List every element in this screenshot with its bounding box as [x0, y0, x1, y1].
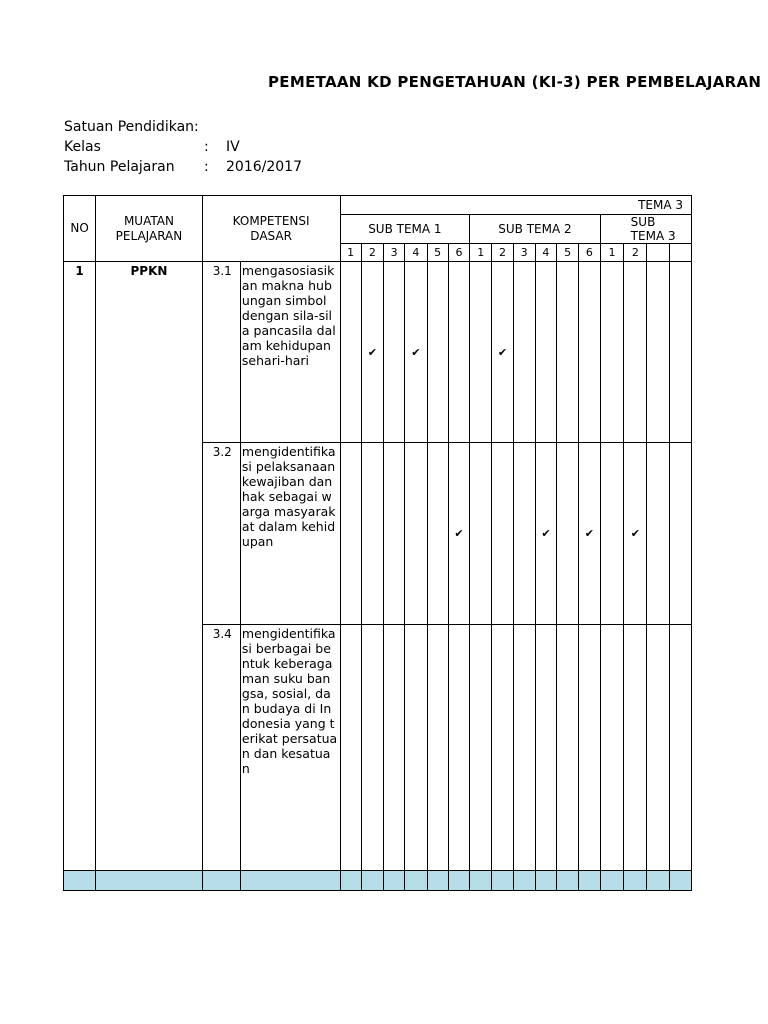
check-cell	[669, 443, 691, 625]
summary-cell	[340, 871, 361, 891]
checkmark-icon: ✔	[541, 527, 551, 540]
info-colon: :	[204, 139, 209, 155]
check-cell	[600, 625, 624, 871]
info-value: 2016/2017	[226, 159, 302, 175]
summary-cell	[427, 871, 448, 891]
summary-cell	[240, 871, 340, 891]
info-label: Tahun Pelajaran	[64, 159, 175, 175]
check-cell	[492, 625, 514, 871]
check-cell	[492, 443, 514, 625]
check-cell	[535, 625, 557, 871]
summary-cell	[669, 871, 691, 891]
check-cell	[340, 625, 361, 871]
summary-cell	[470, 871, 492, 891]
check-cell	[513, 443, 535, 625]
header-number-cell: 1	[340, 244, 361, 262]
header-subtema-1: SUB TEMA 1	[340, 215, 470, 244]
header-number-cell	[669, 244, 691, 262]
summary-cell	[96, 871, 202, 891]
header-kompetensi-label: KOMPETENSI DASAR	[232, 213, 310, 243]
summary-cell	[384, 871, 405, 891]
header-number-cell: 3	[513, 244, 535, 262]
row-number: 1	[64, 262, 96, 871]
check-cell	[427, 443, 448, 625]
header-number-cell: 2	[361, 244, 383, 262]
summary-cell	[492, 871, 514, 891]
header-number-cell: 5	[427, 244, 448, 262]
check-cell	[340, 262, 361, 443]
header-number-cell: 5	[557, 244, 579, 262]
info-label: Satuan Pendidikan:	[64, 119, 199, 135]
kd-number: 3.4	[202, 625, 240, 871]
check-cell	[448, 262, 470, 443]
check-cell	[448, 625, 470, 871]
header-subtema-3: SUB TEMA 3	[600, 215, 691, 244]
checkmark-icon: ✔	[454, 527, 464, 540]
check-cell	[470, 443, 492, 625]
header-number-cell: 4	[535, 244, 557, 262]
summary-cell	[448, 871, 470, 891]
summary-cell	[579, 871, 601, 891]
kd-description	[240, 625, 340, 871]
kd-description-text: mengidentifikasi pelaksanaan kewajiban dan hak sebagai warga masyarakat dalam kehidupan	[241, 444, 336, 549]
check-cell	[405, 625, 427, 871]
header-number-cell: 6	[579, 244, 601, 262]
info-satuan-pendidikan	[64, 119, 226, 135]
header-subtema-2: SUB TEMA 2	[470, 215, 600, 244]
check-cell	[579, 443, 601, 625]
check-cell	[427, 625, 448, 871]
info-label: Kelas	[64, 139, 101, 155]
header-kompetensi-dasar	[202, 196, 340, 262]
check-cell	[647, 625, 669, 871]
checkmark-icon: ✔	[630, 527, 640, 540]
check-cell	[624, 625, 647, 871]
summary-cell	[202, 871, 240, 891]
check-cell	[427, 262, 448, 443]
check-cell	[448, 443, 470, 625]
check-cell	[557, 625, 579, 871]
kd-description	[240, 262, 340, 443]
kd-description-text: mengasosiasikan makna hubungan simbol dengan sila-sila pancasila dalam kehidupan sehari-hari	[241, 263, 336, 368]
check-cell	[361, 625, 383, 871]
header-muatan-label: MUATAN PELAJARAN	[115, 213, 183, 243]
check-cell	[600, 443, 624, 625]
page-title: PEMETAAN KD PENGETAHUAN (KI-3) PER PEMBELAJARAN	[268, 73, 762, 91]
check-cell	[340, 443, 361, 625]
kd-number: 3.2	[202, 443, 240, 625]
info-colon: :	[204, 159, 209, 175]
check-cell	[513, 625, 535, 871]
check-cell	[647, 262, 669, 443]
check-cell	[361, 443, 383, 625]
header-number-cell: 2	[624, 244, 647, 262]
check-cell	[470, 262, 492, 443]
info-value: IV	[226, 139, 240, 155]
check-cell	[405, 262, 427, 443]
check-cell	[624, 262, 647, 443]
summary-cell	[557, 871, 579, 891]
table-row	[64, 262, 692, 443]
summary-cell	[361, 871, 383, 891]
checkmark-icon: ✔	[367, 345, 377, 359]
check-cell	[624, 443, 647, 625]
checkmark-icon: ✔	[411, 345, 421, 359]
check-cell	[384, 625, 405, 871]
check-cell	[669, 625, 691, 871]
checkmark-icon: ✔	[497, 345, 508, 359]
header-muatan-pelajaran	[96, 196, 202, 262]
summary-cell	[624, 871, 647, 891]
table-body	[64, 262, 692, 891]
check-cell	[600, 262, 624, 443]
header-number-cell: 1	[470, 244, 492, 262]
kd-mapping-table	[63, 195, 692, 891]
header-number-cell: 1	[600, 244, 624, 262]
summary-cell	[513, 871, 535, 891]
check-cell	[535, 262, 557, 443]
check-cell	[384, 443, 405, 625]
summary-cell	[600, 871, 624, 891]
check-cell	[669, 262, 691, 443]
header-number-cell: 6	[448, 244, 470, 262]
check-cell	[557, 443, 579, 625]
check-cell	[647, 443, 669, 625]
info-kelas	[64, 139, 240, 155]
header-tema: TEMA 3	[340, 196, 691, 215]
header-number-cell	[647, 244, 669, 262]
check-cell	[361, 262, 383, 443]
header-number-cell: 3	[384, 244, 405, 262]
kd-number: 3.1	[202, 262, 240, 443]
header-number-cell: 4	[405, 244, 427, 262]
summary-cell	[64, 871, 96, 891]
check-cell	[579, 262, 601, 443]
check-cell	[513, 262, 535, 443]
kd-description-text: mengidentifikasi berbagai bentuk keberagaman suku bangsa, sosial, dan budaya di Indonesia yang terikat persatuan dan kesatuan	[241, 626, 338, 776]
info-tahun-pelajaran	[64, 159, 302, 175]
checkmark-icon: ✔	[584, 527, 595, 540]
check-cell	[492, 262, 514, 443]
check-cell	[384, 262, 405, 443]
check-cell	[579, 625, 601, 871]
summary-cell	[405, 871, 427, 891]
header-number-cell: 2	[492, 244, 514, 262]
muatan-pelajaran-cell: PPKN	[96, 262, 202, 871]
header-no: NO	[64, 196, 96, 262]
summary-cell	[647, 871, 669, 891]
check-cell	[535, 443, 557, 625]
check-cell	[405, 443, 427, 625]
kd-description	[240, 443, 340, 625]
check-cell	[470, 625, 492, 871]
summary-cell	[535, 871, 557, 891]
check-cell	[557, 262, 579, 443]
summary-row	[64, 871, 692, 891]
